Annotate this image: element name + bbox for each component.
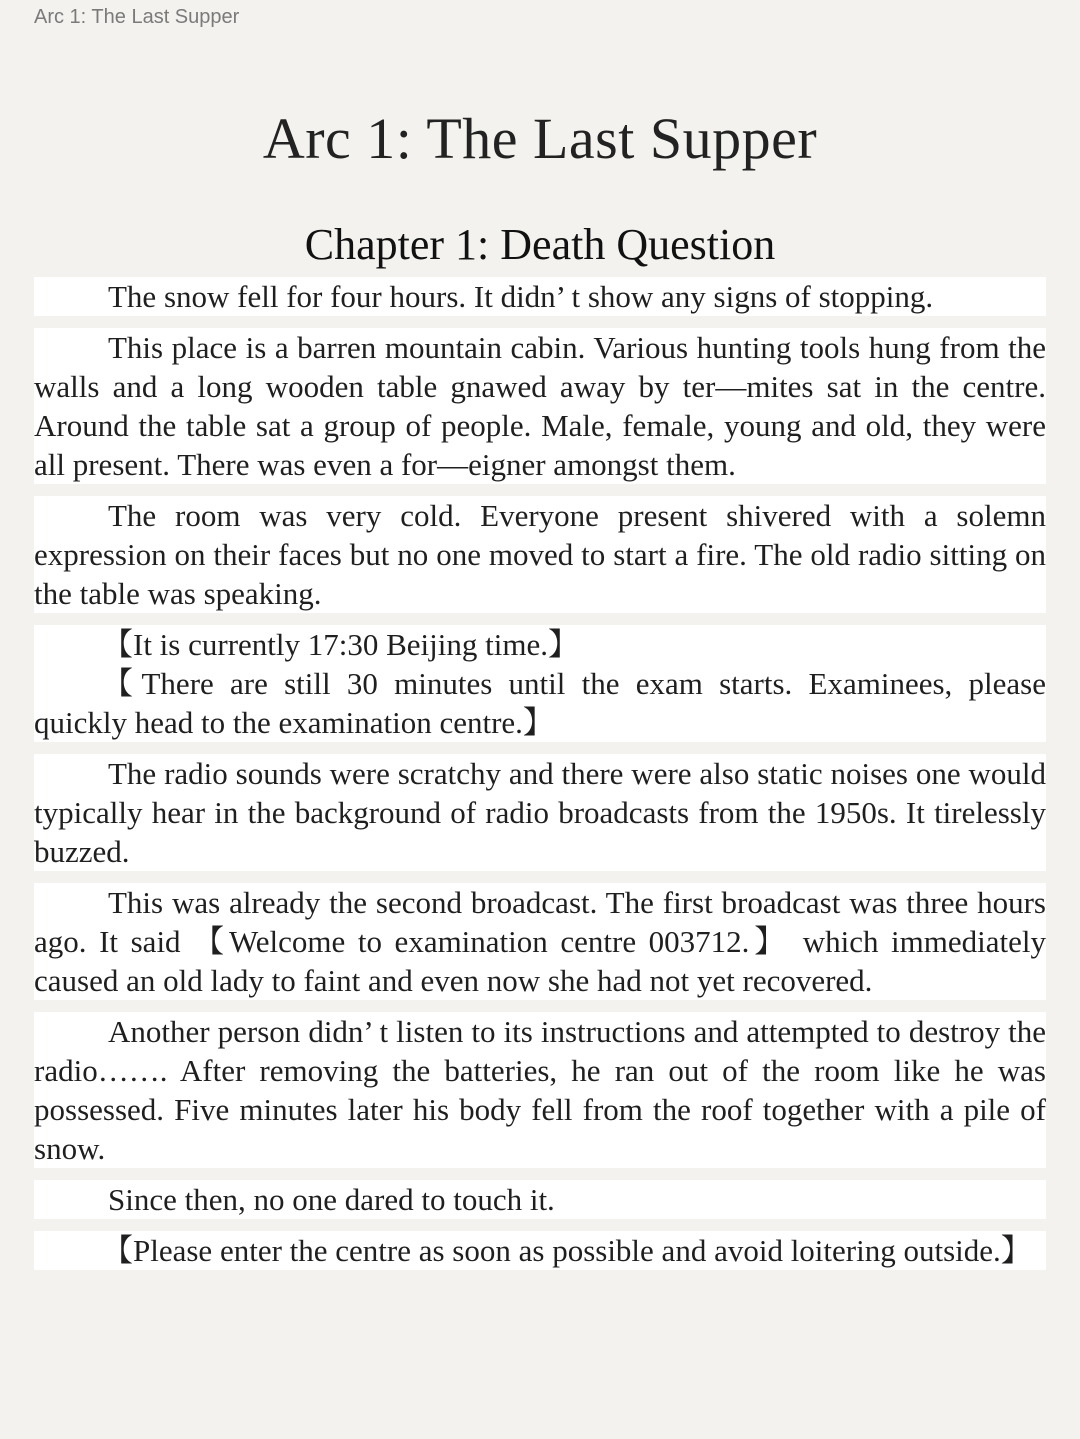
paragraph-5 (34, 754, 1046, 871)
paragraph-9 (34, 1231, 1046, 1270)
arc-title: Arc 1: The Last Supper (262, 106, 818, 171)
paragraph-6 (34, 883, 1046, 1000)
paragraph-line: Another person didn’ t listen to its instructions and attempted to destroy the radio……. After removing the batteries, he ran out of the room like he was possessed. Five minutes later his body fell from the roof together with a pile of snow. (34, 1014, 1046, 1166)
paragraph-1 (34, 277, 1046, 316)
paragraph-8 (34, 1180, 1046, 1219)
paragraph-4-radio-broadcast (34, 625, 1046, 742)
paragraph-2 (34, 328, 1046, 484)
paragraph-7 (34, 1012, 1046, 1168)
paragraph-line: The radio sounds were scratchy and there were also static noises one would typically hear in the background of radio broadcasts from the 1950s. It tirelessly buzzed. (34, 756, 1046, 869)
paragraph-line: Since then, no one dared to touch it. (108, 1182, 555, 1217)
paragraph-line: This was already the second broadcast. The first broadcast was three hours ago. It said 【Welcome to examination centre 003712.】 which immediately caused an old lady to faint and even now she had not yet recovered. (34, 885, 1046, 998)
paragraph-line: 【It is currently 17:30 Beijing time.】 (102, 627, 579, 662)
paragraph-line: This place is a barren mountain cabin. Various hunting tools hung from the walls and a long wooden table gnawed away by ter—mites sat in the centre. Around the table sat a group of people. Male, female, young and old, they were all present. There was even a for—eigner amongst them. (34, 330, 1046, 482)
paragraph-line: The room was very cold. Everyone present shivered with a solemn expression on their faces but no one moved to start a fire. The old radio sitting on the table was speaking. (34, 498, 1046, 611)
running-header-title: Arc 1: The Last Supper (34, 6, 240, 28)
chapter-title: Chapter 1: Death Question (304, 220, 776, 269)
paragraph-line: The snow fell for four hours. It didn’ t show any signs of stopping. (108, 279, 934, 314)
chapter-body (34, 277, 1046, 1282)
paragraph-line: 【Please enter the centre as soon as possible and avoid loitering outside.】 (102, 1233, 1032, 1268)
paragraph-line: 【There are still 30 minutes until the exam starts. Examinees, please quickly head to the examination centre.】 (34, 666, 1046, 740)
paragraph-3 (34, 496, 1046, 613)
